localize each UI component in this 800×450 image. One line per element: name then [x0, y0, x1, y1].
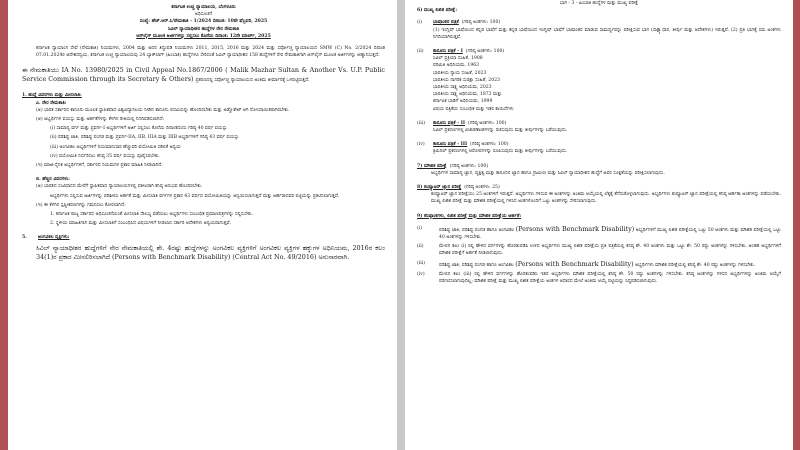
paper-4-marks: (ಗರಿಷ್ಠ ಅಂಕಗಳು: 100)	[470, 142, 509, 148]
paper-4-number: (iv)	[417, 142, 425, 148]
paper-3	[417, 120, 781, 134]
section-1b-item-1: (ಅ) ಭಾರತದ ಸಂವಿಧಾನದ ಮೇರೆಗೆ ಸ್ಥಾಪಿತವಾದ ನ್ಯಾಯಾಲಯಗಳಲ್ಲಿ ವಕೀಲರಾಗಿ ಕನಿಷ್ಠ ಅನುಭವ ಹೊಂದಿರಬೇಕು.	[36, 184, 203, 190]
criteria-2-number: (ii)	[417, 244, 424, 250]
section-1a-item-1: (ಅ) ಭಾರತ ಸರ್ಕಾರದ ಕಾನೂನು ಮೂಲಕ ಸ್ಥಾಪಿತವಾದ ವಿಶ್ವವಿದ್ಯಾನಿಲಯ ನೀಡಿದ ಕಾನೂನು ಪದವಿಯನ್ನು ಹೊಂದಿರಬೇಕು ಮತ್ತು ಅಡ್ವೊಕೇಟ್ ಆಗಿ ನೋಂದಾಯಿತರಾಗಿರಬೇಕು.	[36, 107, 290, 113]
ia-paragraph	[22, 66, 385, 85]
criteria-2-text: ಮೇಲಿನ ಕಲಂ (i) ರಲ್ಲಿ ಹೇಳಿದ ವರ್ಗಗಳನ್ನು ಹೊರತುಪಡಿಸಿ ಉಳಿದ ಅಭ್ಯರ್ಥಿಗಳು ಮುಖ್ಯ ಲಿಖಿತ ಪರೀಕ್ಷೆಯ ಪ್ರತಿ ಪತ್ರಿಕೆಯಲ್ಲಿ ಕನಿಷ್ಠ ಶೇ. 40 ಅಂಕಗಳು ಮತ್ತು ಒಟ್ಟು ಶೇ. 50 ರಷ್ಟು ಅಂಕಗಳನ್ನು ಗಳಿಸಬೇಕು. ಅಂತಹ ಅಭ್ಯರ್ಥಿಗಳಿಗೆ ಮೌಖಿಕ ಪರೀಕ್ಷೆಗೆ ಅರ್ಹತೆ ನೀಡಲಾಗುವುದು.	[439, 244, 781, 257]
page-gutter	[397, 0, 405, 450]
paper-1-number: (i)	[417, 20, 423, 26]
paper-3-number: (iii)	[417, 120, 425, 126]
section-1b-item-2: ಅಭ್ಯರ್ಥಿಗಳು ಸಲ್ಲಿಸುವ ಅರ್ಜಿಗಳನ್ನು ಪರಿಶೀಲಿಸಿ ಅರ್ಹತೆ ಮತ್ತು ಮೀಸಲಾತಿ ವರ್ಗಗಳ ಪ್ರಕಾರ 43 ವರ್ಷದ ವಯೋಮಿತಿಯನ್ನು ಅನ್ವಯಿಸಲಾಗುತ್ತದೆ ಮತ್ತು ಅರ್ಹರಾದವರ ಪಟ್ಟಿಯನ್ನು ಪ್ರಕಟಿಸಲಾಗುತ್ತದೆ.	[50, 193, 340, 199]
criteria-1-prefix: ಪರಿಶಿಷ್ಟ ಜಾತಿ, ಪರಿಶಿಷ್ಟ ಪಂಗಡ ಹಾಗೂ ಅಂಗವಿಕಲ	[439, 227, 515, 233]
intro-paragraph: ಕರ್ನಾಟಕ ನ್ಯಾಯಾಂಗ ಸೇವೆ (ನೇಮಕಾತಿ) ನಿಯಮಗಳು, 2004 ಮತ್ತು ಅದರ ತಿದ್ದುಪಡಿ ನಿಯಮಗಳು 2011, 2015, 2016 ಮತ್ತು 2024 ಮತ್ತು ಸರ್ವೋಚ್ಚ ನ್ಯಾಯಾಲಯದ SMW (C) No. 2/2024 ದಿನಾಂಕ 07.01.2024ರ ಆದೇಶದನ್ವಯ, ಕರ್ನಾಟಕ ಉಚ್ಚ ನ್ಯಾಯಾಲಯವು 24 ಬ್ಯಾಕ್‌ಲಾಗ್ (ಹಿಂಬಾಕಿ) ಹುದ್ದೆಗಳೂ ಸೇರಿದಂತೆ ಸಿವಿಲ್ ನ್ಯಾಯಾಧೀಶರ 158 ಹುದ್ದೆಗಳಿಗೆ ನೇರ ನೇಮಕಾತಿಗಾಗಿ ಆನ್‌ಲೈನ್ ಮೂಲಕ ಅರ್ಜಿಗಳನ್ನು ಆಹ್ವಾನಿಸುತ್ತದೆ.	[36, 46, 385, 59]
paper-2-item: ಸಿವಿಲ್ ಪ್ರಕ್ರಿಯಾ ಸಂಹಿತೆ, 1908	[433, 56, 483, 62]
paper-1-marks: (ಗರಿಷ್ಠ ಅಂಕಗಳು: 100)	[461, 20, 501, 26]
left-background-edge	[0, 0, 8, 450]
age-rule-4: (iv) ವಯೋಮಿತಿ ನಿರ್ಧರಿಸಲು ಕನಿಷ್ಠ 35 ವರ್ಷ ವಯಸ್ಸು ಪೂರೈಸಿರಬೇಕು.	[50, 153, 160, 159]
paper-2-marks: (ಗರಿಷ್ಠ ಅಂಕಗಳು: 100)	[465, 49, 505, 55]
section-1a-item-3: (ಇ) ಮಾಜಿ-ಸೈನಿಕ ಅಭ್ಯರ್ಥಿಗಳಿಗೆ, ಸರ್ಕಾರದ ನಿಯಮಗಳ ಪ್ರಕಾರ ಮಾಹಿತಿ ನೀಡಲಾಗಿದೆ.	[36, 163, 163, 169]
section-5	[22, 234, 385, 241]
section-9-heading: 9) ಕನಿಷ್ಠಾಂಕಗಳು, ಲಿಖಿತ ಪರೀಕ್ಷೆ ಮತ್ತು ಮೌಖಿಕ ಪರೀಕ್ಷೆಯ ಅರ್ಹತೆ:	[417, 213, 522, 219]
header-court-name: ಕರ್ನಾಟಕ ಉಚ್ಚ ನ್ಯಾಯಾಲಯ, ಬೆಂಗಳೂರು	[171, 5, 236, 10]
criteria-3-english: (Persons with Benchmark Disability)	[515, 259, 634, 268]
section-1a-heading: ಎ. ನೇರ ನೇಮಕಾತಿ:	[36, 100, 67, 106]
paper-2	[417, 48, 781, 113]
paper-3-title: ಕಾನೂನು ಪತ್ರಿಕೆ - II	[433, 120, 466, 126]
paper-4-text: ಕ್ರಿಮಿನಲ್ ಪ್ರಕರಣಗಳಲ್ಲಿ ಆರೋಪಗಳನ್ನು ರೂಪಿಸುವುದು ಮತ್ತು ತೀರ್ಪುಗಳನ್ನು ಬರೆಯುವುದು.	[433, 149, 568, 155]
criteria-3-text: ಅಭ್ಯರ್ಥಿಗಳು ಮೌಖಿಕ ಪರೀಕ್ಷೆಯಲ್ಲಿ ಕನಿಷ್ಠ ಶೇ. 40 ರಷ್ಟು ಅಂಕಗಳನ್ನು ಗಳಿಸಬೇಕು.	[635, 262, 756, 268]
document-page-right	[405, 0, 793, 450]
paper-2-item: ಭಾರತೀಯ ಸಾಕ್ಷ್ಯ ಅಧಿನಿಯಮ, 1872 ಮತ್ತು	[433, 92, 502, 98]
section-7-text: ಅಭ್ಯರ್ಥಿಗಳ ಸಾಮಾನ್ಯ ಜ್ಞಾನ, ವ್ಯಕ್ತಿತ್ವ ಮತ್ತು ಕಾನೂನಿನ ಜ್ಞಾನ ಹಾಗೂ ಗ್ರಾಮೀಣ ಮತ್ತು ಸಿವಿಲ್ ನ್ಯಾಯಾಧೀಶರ ಹುದ್ದೆಗೆ ಅವರ ಸೂಕ್ತತೆಯನ್ನು ಪರೀಕ್ಷಿಸಲಾಗುವುದು.	[431, 170, 665, 176]
paper-2-item: ಭಾರತೀಯ ನ್ಯಾಯ ಸಂಹಿತೆ, 2023	[433, 70, 487, 76]
criteria-3-prefix: ಪರಿಶಿಷ್ಟ ಜಾತಿ, ಪರಿಶಿಷ್ಟ ಪಂಗಡ ಹಾಗೂ ಅಂಗವಿಕಲ	[439, 262, 514, 268]
document-page-left	[8, 0, 397, 450]
right-background-edge	[793, 0, 800, 450]
paper-1	[417, 19, 781, 41]
paper-2-item: ಪರಿಮಿತಿ ಅಧಿನಿಯಮ, 1963	[433, 63, 480, 69]
paper-2-title: ಕಾನೂನು ಪತ್ರಿಕೆ - I	[433, 49, 463, 55]
paper-2-item: ಭಾರತೀಯ ನಾಗರಿಕ ಸುರಕ್ಷಾ ಸಂಹಿತೆ, 2023	[433, 77, 500, 83]
paper-3-marks: (ಗರಿಷ್ಠ ಅಂಕಗಳು: 100)	[467, 120, 507, 126]
section-7-marks: (ಗರಿಷ್ಠ ಅಂಕಗಳು: 100)	[449, 163, 489, 169]
criteria-3	[417, 260, 781, 269]
criteria-2	[417, 243, 781, 257]
clarification-2: 2. ಸ್ಥಳೀಯ ಮಾಹಿತಿಗಾಗಿ ಮತ್ತು ಮೀಸಲಾತಿಗೆ ಸಂಬಂಧಿಸಿದ ವಿಷಯಗಳಿಗೆ ನೀಡಲಾದ ಸರ್ಕಾರಿ ಆದೇಶಗಳು ಅನ್ವಯವಾಗುತ್ತವೆ.	[50, 221, 232, 227]
paper-3-text: ಸಿವಿಲ್ ಪ್ರಕರಣಗಳಲ್ಲಿ ವಿಚಾರಣಾಂಶಗಳನ್ನು ರಚಿಸುವುದು ಮತ್ತು ತೀರ್ಪುಗಳನ್ನು ಬರೆಯುವುದು.	[433, 128, 568, 134]
clarification-1: 1. ಕರ್ನಾಟಕ ರಾಜ್ಯ ಸರ್ಕಾರದ ಅಧಿಸೂಚನೆಯಂತೆ ಮೀಸಲಾತಿ ಸೌಲಭ್ಯ ಪಡೆಯಲು ಅಭ್ಯರ್ಥಿಗಳು ಸಂಬಂಧಿತ ಪ್ರಮಾಣಪತ್ರಗಳನ್ನು ಸಲ್ಲಿಸಬೇಕು.	[50, 212, 254, 218]
criteria-4-number: (iv)	[417, 271, 425, 277]
top-cut-label: ಭಾಗ - 3 - ಹಿಂಬಾಕಿ ಹುದ್ದೆಗಳ ಮತ್ತು ಮುಖ್ಯ ಪರೀಕ್ಷೆ	[559, 1, 639, 6]
header-subject: ಸಿವಿಲ್ ನ್ಯಾಯಾಧೀಶರ ಹುದ್ದೆಗಳ ನೇರ ನೇಮಕಾತಿ	[167, 26, 240, 32]
section-7-heading: 7) ಮೌಖಿಕ ಪರೀಕ್ಷೆ	[417, 163, 447, 169]
section-5-label: 5.	[22, 235, 27, 241]
section-1a-item-2: (ಆ) ಅಭ್ಯರ್ಥಿಗಳ ವಯಸ್ಸು ಮತ್ತು ಅರ್ಹತೆಗಳನ್ನು ಕೆಳಗಿನ ರೀತಿಯಲ್ಲಿ ನಿಗದಿಪಡಿಸಲಾಗಿದೆ:	[36, 117, 165, 123]
section-8-marks: (ಗರಿಷ್ಠ ಅಂಕಗಳು: 25)	[464, 185, 500, 191]
paper-2-item: ಕರ್ನಾಟಕ ಬಾಡಿಗೆ ಅಧಿನಿಯಮ, 1999	[433, 99, 493, 105]
ia-english-text: IA No. 13980/2025 in Civil Appeal No.1867/2006 ( Malik Mazhar Sultan & Another Vs. U.P. Public Service Commission through its Secretary & Others)	[22, 66, 385, 84]
section-1b-heading: ಬಿ. ಹೆಚ್ಚಿನ ವಿವರಗಳು:	[36, 177, 70, 183]
section-8-heading: 8) ಕಂಪ್ಯೂಟರ್ ಜ್ಞಾನ ಪರೀಕ್ಷೆ	[417, 185, 462, 191]
paper-2-number: (ii)	[417, 49, 424, 55]
age-rule-1: (i) ಸಾಮಾನ್ಯ ವರ್ಗ ಮತ್ತು ಪ್ರವರ್ಗ-I ಅಭ್ಯರ್ಥಿಗಳಿಗೆ ಅರ್ಜಿ ಸಲ್ಲಿಸಲು ಕೊನೆಯ ದಿನಾಂಕದಂದು ಗರಿಷ್ಠ 40 ವರ್ಷ ವಯಸ್ಸು	[50, 126, 228, 132]
paper-1-title: ಭಾಷಾಂತರ ಪತ್ರಿಕೆ	[433, 20, 459, 26]
age-rule-3: (iii) ಅಂಗವಿಕಲ ಅಭ್ಯರ್ಥಿಗಳಿಗೆ ನಿಯಮಾನುಸಾರ ಹೆಚ್ಚುವರಿ ವಯೋಮಿತಿ ಸಡಿಲಿಕೆ ಅನ್ವಯ	[50, 144, 181, 150]
age-rule-2: (ii) ಪರಿಶಿಷ್ಟ ಜಾತಿ, ಪರಿಶಿಷ್ಟ ಪಂಗಡ ಮತ್ತು ಪ್ರವರ್ಗ-IIA, IIB, IIIA ಮತ್ತು IIIB ಅಭ್ಯರ್ಥಿಗಳಿಗೆ ಗರಿಷ್ಠ 43 ವರ್ಷ ವಯಸ್ಸು	[50, 135, 239, 141]
paper-2-item: ವಿಷಯ ಪತ್ರಿಕೆಯ ಸಂಬಂಧಿತ ಮತ್ತು ಇತರ ಕಾಯಿದೆಗಳು	[433, 106, 514, 112]
criteria-1-text: ಅಭ್ಯರ್ಥಿಗಳಿಗೆ ಮುಖ್ಯ ಲಿಖಿತ ಪರೀಕ್ಷೆಯಲ್ಲಿ ಒಟ್ಟು 50 ಅಂಕಗಳು ಮತ್ತು ಮೌಖಿಕ ಪರೀಕ್ಷೆಯಲ್ಲಿ ಒಟ್ಟು 40 ಅಂಕಗಳನ್ನು ಗಳಿಸಬೇಕು.	[439, 227, 781, 241]
criteria-4-text: ಮೇಲಿನ ಕಲಂ (iii) ರಲ್ಲಿ ಹೇಳಿದ ವರ್ಗಗಳನ್ನು ಹೊರತುಪಡಿಸಿ ಇತರ ಅಭ್ಯರ್ಥಿಗಳು ಮೌಖಿಕ ಪರೀಕ್ಷೆಯಲ್ಲಿ ಕನಿಷ್ಠ ಶೇ. 50 ರಷ್ಟು ಅಂಕಗಳನ್ನು ಗಳಿಸಬೇಕು. ಕನಿಷ್ಠ ಅಂಕಗಳನ್ನು ಗಳಿಸದ ಅಭ್ಯರ್ಥಿಗಳನ್ನು ಅಂತಿಮ ಆಯ್ಕೆಗೆ ಪರಿಗಣಿಸಲಾಗುವುದಿಲ್ಲ; ಮೌಖಿಕ ಪರೀಕ್ಷೆ ಮತ್ತು ಮುಖ್ಯ ಲಿಖಿತ ಪರೀಕ್ಷೆಯ ಅಂಕಗಳ ಆಧಾರದ ಮೇಲೆ ಅಂತಿಮ ಆಯ್ಕೆ ಪಟ್ಟಿಯನ್ನು ಸಿದ್ಧಪಡಿಸಲಾಗುವುದು.	[439, 271, 781, 285]
ia-prefix: ಈ ನೇಮಕಾತಿಯು	[22, 66, 60, 75]
header-reference: ಸಂಖ್ಯೆ: ಹೆಚ್.ಆರ್.ಸಿ/ನೇಮಕಾತಿ - 1/2024 ದಿನಾಂಕ: 10ನೇ ಫೆಬ್ರವರಿ, 2025	[139, 19, 268, 25]
criteria-1-english: (Persons with Benchmark Disability)	[515, 224, 635, 233]
header-notification: ಅಧಿಸೂಚನೆ	[194, 12, 213, 18]
paper-2-item: ಭಾರತೀಯ ಸಾಕ್ಷ್ಯ ಅಧಿನಿಯಮ, 2023	[433, 85, 492, 91]
paper-4	[417, 141, 781, 155]
criteria-1-number: (i)	[417, 225, 423, 231]
paper-1-text: (1) ಇಂಗ್ಲಿಷ್ ಭಾಷೆಯಿಂದ ಕನ್ನಡ ಭಾಷೆಗೆ ಮತ್ತು ಕನ್ನಡ ಭಾಷೆಯಿಂದ ಇಂಗ್ಲಿಷ್ ಭಾಷೆಗೆ ಭಾಷಾಂತರ ಮಾಡುವ ಸಾಮರ್ಥ್ಯವನ್ನು ಪರೀಕ್ಷಿಸುವ ಭಾಗ (ಸಾಕ್ಷ್ಯಾಧಾರ, ತೀರ್ಪು ಮತ್ತು ಆದೇಶಗಳು) ಇರುತ್ತವೆ. (2) ಪ್ರತಿ ಭಾಗಕ್ಕೆ ಸಮ ಅಂಕಗಳು ನಿಗದಿಯಾಗಿರುತ್ತವೆ.	[433, 27, 781, 40]
criteria-3-number: (iii)	[417, 260, 425, 266]
section-1-heading: 1. ಹುದ್ದೆ ವಿವರಗಳು ಮತ್ತು ಮೀಸಲಾತಿ:	[22, 93, 82, 99]
ia-suffix: ಪ್ರಕರಣದಲ್ಲಿ ಸರ್ವೋಚ್ಚ ನ್ಯಾಯಾಲಯದ ಅಂತಿಮ ತೀರ್ಮಾನಕ್ಕೆ ಒಳಪಟ್ಟಿರುತ್ತದೆ.	[195, 78, 310, 84]
section-5-heading: ಅಂಗವಿಕಲ ವ್ಯಕ್ತಿಗಳು:	[38, 235, 70, 241]
criteria-1	[417, 225, 781, 241]
paper-4-title: ಕಾನೂನು ಪತ್ರಿಕೆ - III	[433, 142, 468, 148]
section-1b-item-3: (ಇ) ಈ ಕೆಳಗಿನ ಸ್ಪಷ್ಟೀಕರಣಗಳನ್ನು ಗಮನಿಸಲು ಕೋರಲಾಗಿದೆ:	[36, 202, 126, 208]
section-8-text: ಕಂಪ್ಯೂಟರ್ ಜ್ಞಾನ ಪರೀಕ್ಷೆಯು 25 ಅಂಕಗಳಿಗೆ ಇರುತ್ತದೆ. ಅಭ್ಯರ್ಥಿಗಳು ಗಳಿಸುವ ಈ ಅಂಕಗಳನ್ನು ಅಂತಿಮ ಆಯ್ಕೆಯಲ್ಲಿ ಲೆಕ್ಕಕ್ಕೆ ತೆಗೆದುಕೊಳ್ಳಲಾಗುವುದು. ಅಭ್ಯರ್ಥಿಗಳು ಕಂಪ್ಯೂಟರ್ ಜ್ಞಾನ ಪರೀಕ್ಷೆಯಲ್ಲಿ ಕನಿಷ್ಠ ಅರ್ಹತಾ ಅಂಕಗಳನ್ನು ಪಡೆಯಬೇಕು. ಮುಖ್ಯ ಲಿಖಿತ ಪರೀಕ್ಷೆ ಮತ್ತು ಮೌಖಿಕ ಪರೀಕ್ಷೆಯಲ್ಲಿ ಗಳಿಸಿದ ಅಂಕಗಳೊಂದಿಗೆ ಒಟ್ಟು ಅಂಕಗಳನ್ನು ಸೇರಿಸಲಾಗುವುದು.	[431, 192, 781, 205]
section-5-text: ಸಿವಿಲ್ ನ್ಯಾಯಾಧೀಶರ ಹುದ್ದೆಗಳಿಗೆ ನೇರ ನೇಮಕಾತಿಯಲ್ಲಿ ಶೇ. 4ರಷ್ಟು ಹುದ್ದೆಗಳನ್ನು ಅಂಗವಿಕಲ ವ್ಯಕ್ತಿಗಳಿಗೆ ಅಂಗವಿಕಲ ವ್ಯಕ್ತಿಗಳ ಹಕ್ಕುಗಳ ಅಧಿನಿಯಮ, 2016ರ ಕಲಂ 34(1)ರ ಪ್ರಕಾರ ಮೀಸಲಿರಿಸಲಾಗಿದೆ (Persons with Benchmark Disability) (Central Act No. 49/2016) ಅನುಸಾರವಾಗಿ.	[36, 243, 385, 261]
criteria-4	[417, 271, 781, 285]
section-6-heading: 6) ಮುಖ್ಯ ಲಿಖಿತ ಪರೀಕ್ಷೆ:	[417, 8, 458, 14]
header-last-date: ಆನ್‌ಲೈನ್ ಮೂಲಕ ಅರ್ಜಿಗಳನ್ನು ಸಲ್ಲಿಸಲು ಕೊನೆಯ ದಿನಾಂಕ: 12ನೇ ಮಾರ್ಚ್, 2025	[136, 33, 271, 39]
